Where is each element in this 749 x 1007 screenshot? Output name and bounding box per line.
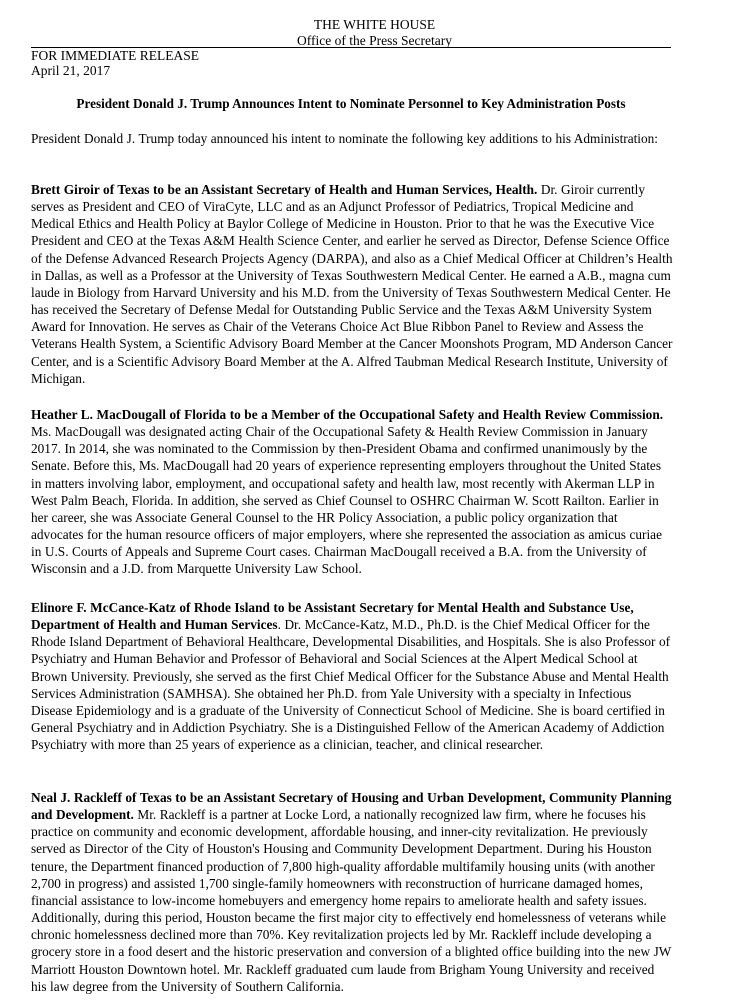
nominee-bio: Dr. Giroir currently serves as President and CEO of ViraCyte, LLC and as an Adjunct Professor of Pediatrics, Tropical Medicine and Medical Ethics and Health Policy at Baylor College of Medicine in Houston. Prior to that he was the Executive Vice President and CEO at the Texas A&M Health Science Center, and earlier he served as Director, Defense Science Office of the Defense Advanced Research Projects Agency (DARPA), and also as a Chief Medical Officer at Children’s Health in Dallas, as well as a Professor at the University of Texas Southwestern Medical Center. He earned a A.B., magna cum laude in Biology from Harvard University and his M.D. from the University of Texas Southwestern Medical Center. He has received the Secretary of Defense Medal for Outstanding Public Service and the Texas A&M University System Award for Innovation. He serves as Chair of the Veterans Choice Act Blue Ribbon Panel to Review and Assess the Veterans Health System, a Scientific Advisory Board Member at the Cancer Moonshots Program, MD Anderson Cancer Center, and is a Scientific Advisory Board Member at the A. Alfred Taubman Medical Research Institute, University of Michigan. [31,182,673,386]
intro-paragraph: President Donald J. Trump today announced his intent to nominate the following key additions to his Administration: [31,131,658,146]
nominee-paragraph-giroir [31,181,673,387]
office-title: Office of the Press Secretary [297,33,452,48]
headline: President Donald J. Trump Announces Intent to Nominate Personnel to Key Administration Posts [76,96,626,111]
nominee-paragraph-mccance-katz [31,599,673,753]
nominee-title: Elinore F. McCance-Katz of Rhode Island to be Assistant Secretary for Mental Health and Substance Use, Department of Health and Human Services [31,600,634,633]
release-date: April 21, 2017 [31,63,111,78]
nominee-title: Heather L. MacDougall of Florida to be a Member of the Occupational Safety and Health Review Commission. [31,407,664,422]
nominee-paragraph-rackleff [31,789,673,995]
release-label: FOR IMMEDIATE RELEASE [31,48,199,63]
nominee-bio: Ms. MacDougall was designated acting Chair of the Occupational Safety & Health Review Commission in January 2017. In 2014, she was nominated to the Commission by then-President Obama and confirmed unanimously by the Senate. Before this, Ms. MacDougall had 20 years of experience representing employers throughout the United States in matters involving labor, employment, and occupational safety and health law, most recently with Akerman LLP in West Palm Beach, Florida. In addition, she served as Chief Counsel to OSHRC Chairman W. Scott Railton. Earlier in her career, she was Associate General Counsel to the HR Policy Association, a public policy organization that advocates for the human resource officers of major employers, where she represented the association as amicus curiae in U.S. Courts of Appeals and Supreme Court cases. Chairman MacDougall received a B.A. from the University of Wisconsin and a J.D. from Marquette University Law School. [31,424,662,577]
nominee-paragraph-macdougall [31,406,673,578]
nominee-title: Brett Giroir of Texas to be an Assistant Secretary of Health and Human Services, Health. [31,182,538,197]
nominee-title: Neal J. Rackleff of Texas to be an Assistant Secretary of Housing and Urban Development, Community Planning and Development. [31,790,672,823]
nominee-bio: Mr. Rackleff is a partner at Locke Lord, a nationally recognized law firm, where he focuses his practice on community and economic development, affordable housing, and inner-city revitalization. He previously served as Director of the City of Houston's Housing and Community Development Department. During his Houston tenure, the Department financed production of 7,800 high-quality affordable multifamily housing units (with another 2,700 in progress) and assisted 1,700 single-family homeowners with reconstruction of hurricane damaged homes, financial assistance to low-income homebuyers and emergency home repairs to ameliorate health and safety issues. Additionally, during this period, Houston became the first major city to effectively end homelessness of veterans while chronic homelessness declined more than 70%. Key revitalization projects led by Mr. Rackleff include developing a grocery store in a food desert and the historic preservation and conversion of a blighted office building into the new JW Marriott Houston Downtown hotel. Mr. Rackleff graduated cum laude from Brigham Young University and received his law degree from the University of Southern California. [31,807,672,994]
org-title: THE WHITE HOUSE [313,17,436,32]
nominee-bio: . Dr. McCance-Katz, M.D., Ph.D. is the Chief Medical Officer for the Rhode Island Department of Behavioral Healthcare, Developmental Disabilities, and Hospitals. She is also Professor of Psychiatry and Human Behavior and Professor of Behavioral and Social Sciences at the Alpert Medical School at Brown University. Previously, she served as the first Chief Medical Officer for the Substance Abuse and Mental Health Services Administration (SAMHSA). She obtained her Ph.D. from Yale University with a specialty in Infectious Disease Epidemiology and is a graduate of the University of Connecticut School of Medicine. She is board certified in General Psychiatry and in Addiction Psychiatry. She is a Distinguished Fellow of the American Academy of Addiction Psychiatry with more than 25 years of experience as a clinician, teacher, and clinical researcher. [31,617,671,753]
